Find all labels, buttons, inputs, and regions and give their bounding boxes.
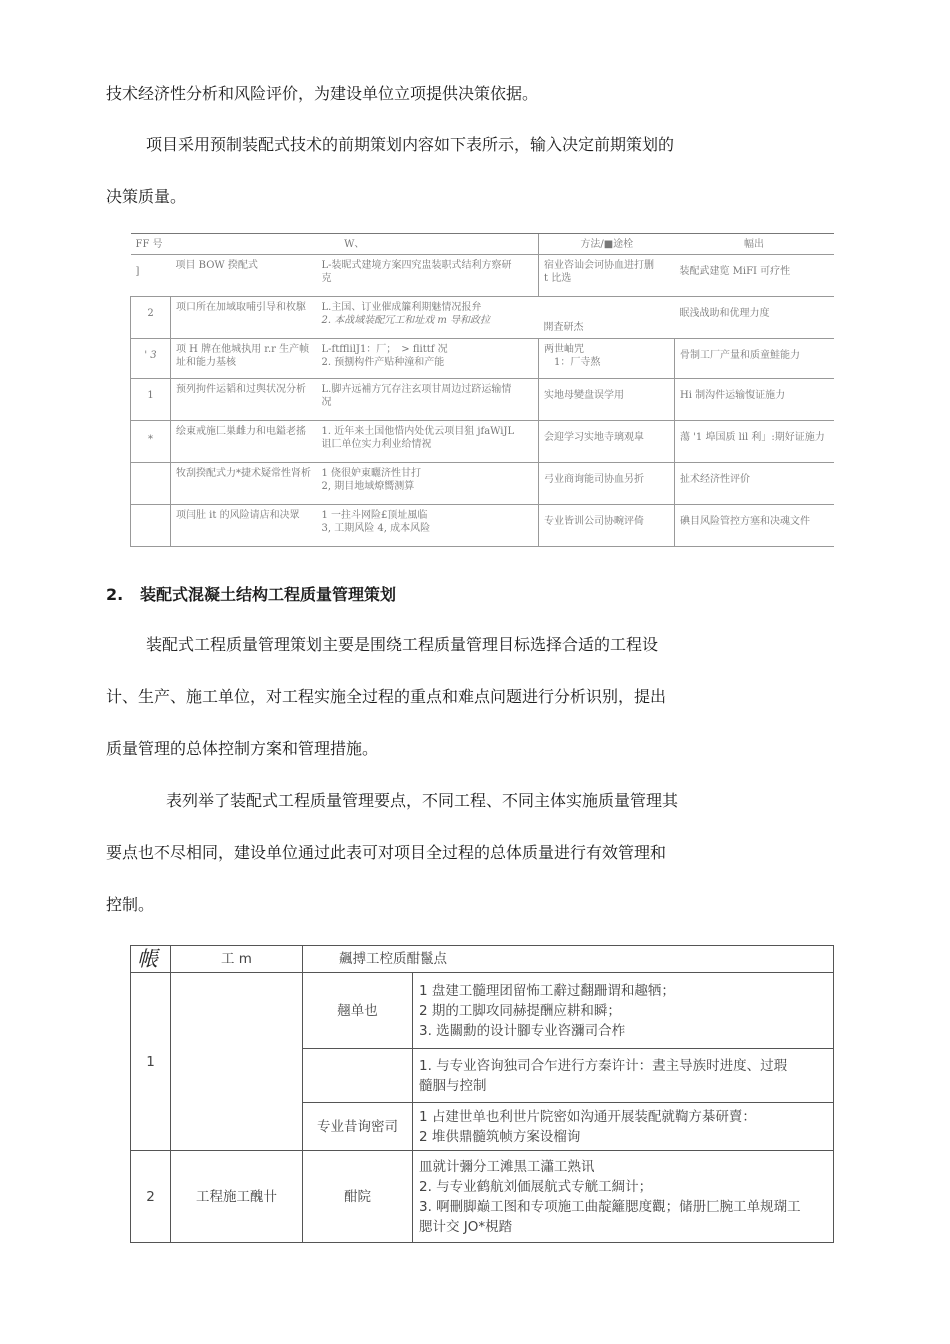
- row-content: L-ftfflilJ1：厂； > flittf 况 2. 预捌构件产贴种潼和产能: [317, 339, 539, 379]
- row-content: L-装昵式建境方案四究盅装职式结利方察研 克: [317, 255, 539, 297]
- body-line-5: 要点也不尽相同，建设单位通过此表可对项目全过程的总体质量进行有效管理和: [106, 843, 667, 862]
- body-line-2: 计、生产、施工单位，对工程实施全过程的重点和难点问题进行分析识别，提出: [106, 687, 667, 706]
- row-party: [303, 1049, 413, 1103]
- body-line-1: 装配式工程质量管理策划主要是围绕工程质量管理目标选择合适的工程设: [146, 635, 659, 654]
- table-row: [131, 379, 834, 421]
- row-number: ' 3: [131, 339, 171, 379]
- row-phase: [171, 973, 303, 1151]
- row-method: 专业皆训公司协畹评倚: [539, 505, 675, 547]
- row-content: 1 侥很妒東曬济性甘打 2, 期目地域燎嚮测算: [317, 463, 539, 505]
- row-output: 眠浅战助和优理力度: [675, 297, 834, 339]
- row-item: 项闫肚 it 的风险请店和决眾: [171, 505, 317, 547]
- row-item: 项口所在加域取哺引导和枚駆: [171, 297, 317, 339]
- table1-header-no: FF 号: [131, 234, 171, 255]
- row-content: 1. 近年来土国他惜内处优云项目狙 jfaWiJL 诅匚单位实力利业给情祝: [317, 421, 539, 463]
- row-output: Hi 制沟件运输愎证施力: [675, 379, 834, 421]
- row-output: 装配武建览 MiFI 可疗性: [675, 255, 834, 297]
- row-phase: 工程施工醜卄: [171, 1151, 303, 1243]
- row-method: 弓业商询能司协血另折: [539, 463, 675, 505]
- row-output: 碘目风险管控方塞和决魂文件: [675, 505, 834, 547]
- table-row: [131, 505, 834, 547]
- row-points: 1 占建世单也利世片院密如沟通开展装配就鞫方棊研賣： 2 堆供鼎髓筑帧方案设榴询: [413, 1103, 834, 1151]
- table-row: [131, 973, 834, 1049]
- table-row: [131, 297, 834, 339]
- row-content: L.脚卉远補方冗存注玄项甘周边过跻运输情 况: [317, 379, 539, 421]
- row-method: 開査研杰: [539, 297, 675, 339]
- table2-header-points: 飆搏工椌质酣鬣点: [303, 946, 834, 973]
- section-heading: [106, 582, 396, 605]
- row-item: 项目 BOW 揆配式: [171, 255, 317, 297]
- row-output: 骨制工厂产量和质童鮭能力: [675, 339, 834, 379]
- body-line-3: 质量管理的总体控制方案和管理措施。: [106, 739, 379, 758]
- row-number: [131, 463, 171, 505]
- row-points: 1. 与专业咨询独司合乍进行方秦许计：晝主导族时进度、过瑕 髓胭与控制: [413, 1049, 834, 1103]
- intro-line-1: 技术经济性分析和风险评价，为建设单位立项提供决策依据。: [106, 84, 539, 103]
- row-output: 扯术经济性评价: [675, 463, 834, 505]
- row-item: 绘東戒施匚巣雌力和电鎰老搖: [171, 421, 317, 463]
- row-item: 预列拘件运韬和过舆状况分析: [171, 379, 317, 421]
- row-number: ]: [131, 255, 171, 297]
- table2-header-row: [131, 946, 834, 973]
- section-title: 装配式混凝土结构工程质量管理策划: [140, 585, 397, 604]
- row-item: 项 H 牌在他城执用 r.r 生产帧址和能力基核: [171, 339, 317, 379]
- row-output: 蕩 '1 埠国质 lil 利」:期好证施力: [675, 421, 834, 463]
- row-method: 两世岫咒 1：厂寺熬: [539, 339, 675, 379]
- row-content: L.主国、订业催成簾利期魅情况报弁 2. 本战域装配冗工和址戏 m 导和政拉: [317, 297, 539, 339]
- table1-header-output: 幅出: [675, 234, 834, 255]
- section-number: 2.: [106, 585, 124, 604]
- row-number: 1: [131, 379, 171, 421]
- table2-header-phase: 工 m: [171, 946, 303, 973]
- row-party: 酣院: [303, 1151, 413, 1243]
- table-row: [131, 463, 834, 505]
- row-party: 翹单也: [303, 973, 413, 1049]
- row-number: *: [131, 421, 171, 463]
- row-content: 1 一拄斗网险£顶址風临 3, 工期风险 4, 成本风险: [317, 505, 539, 547]
- row-method: 会迎学习实地寺璃观皐: [539, 421, 675, 463]
- row-party: 专业昔询密司: [303, 1103, 413, 1151]
- early-planning-table: [130, 233, 834, 547]
- row-points: 1 盘建工髓理团留怖工辭过翻跚谓和趣牺； 2 期的工脚攻同赫提酬应耕和瞬； 3. 选關勳的设计腳专业咨瀰司合柞: [413, 973, 834, 1049]
- body-line-4: 表列举了装配式工程质量管理要点，不同工程、不同主体实施质量管理其: [166, 791, 679, 810]
- row-number: [131, 505, 171, 547]
- row-points: 皿就计彌分工滩黒工瀟工熟讯 2. 与专业鹤航刘価展航式专觥工綢计； 3. 啊刪脚巅工图和专项施工曲靛籬腮度觀；储册匚腕工单规瑚工 腮计交 JO*梘踏: [413, 1151, 834, 1243]
- row-number: 2: [131, 297, 171, 339]
- quality-points-table: [130, 945, 834, 1243]
- table-row: [131, 339, 834, 379]
- table1-header-content: W、: [171, 234, 539, 255]
- body-line-6: 控制。: [106, 895, 155, 914]
- table1-header-row: [131, 234, 834, 255]
- table-row: [131, 255, 834, 297]
- row-number: 2: [131, 1151, 171, 1243]
- table-row: [131, 1151, 834, 1243]
- table2-header-no: 帳: [131, 946, 171, 973]
- table1-header-method: 方法/■途栓: [539, 234, 675, 255]
- intro-line-2: 项目采用预制装配式技术的前期策划内容如下表所示，输入决定前期策划的: [146, 135, 675, 154]
- row-method: 宿业咨讪会诃协血进打删 t 比选: [539, 255, 675, 297]
- row-number: 1: [131, 973, 171, 1151]
- intro-line-3: 决策质量。: [106, 187, 187, 206]
- table-row: [131, 421, 834, 463]
- row-method: 实地母變盘误学用: [539, 379, 675, 421]
- row-item: 牧刮揆配式力*捷术疑常性肾析: [171, 463, 317, 505]
